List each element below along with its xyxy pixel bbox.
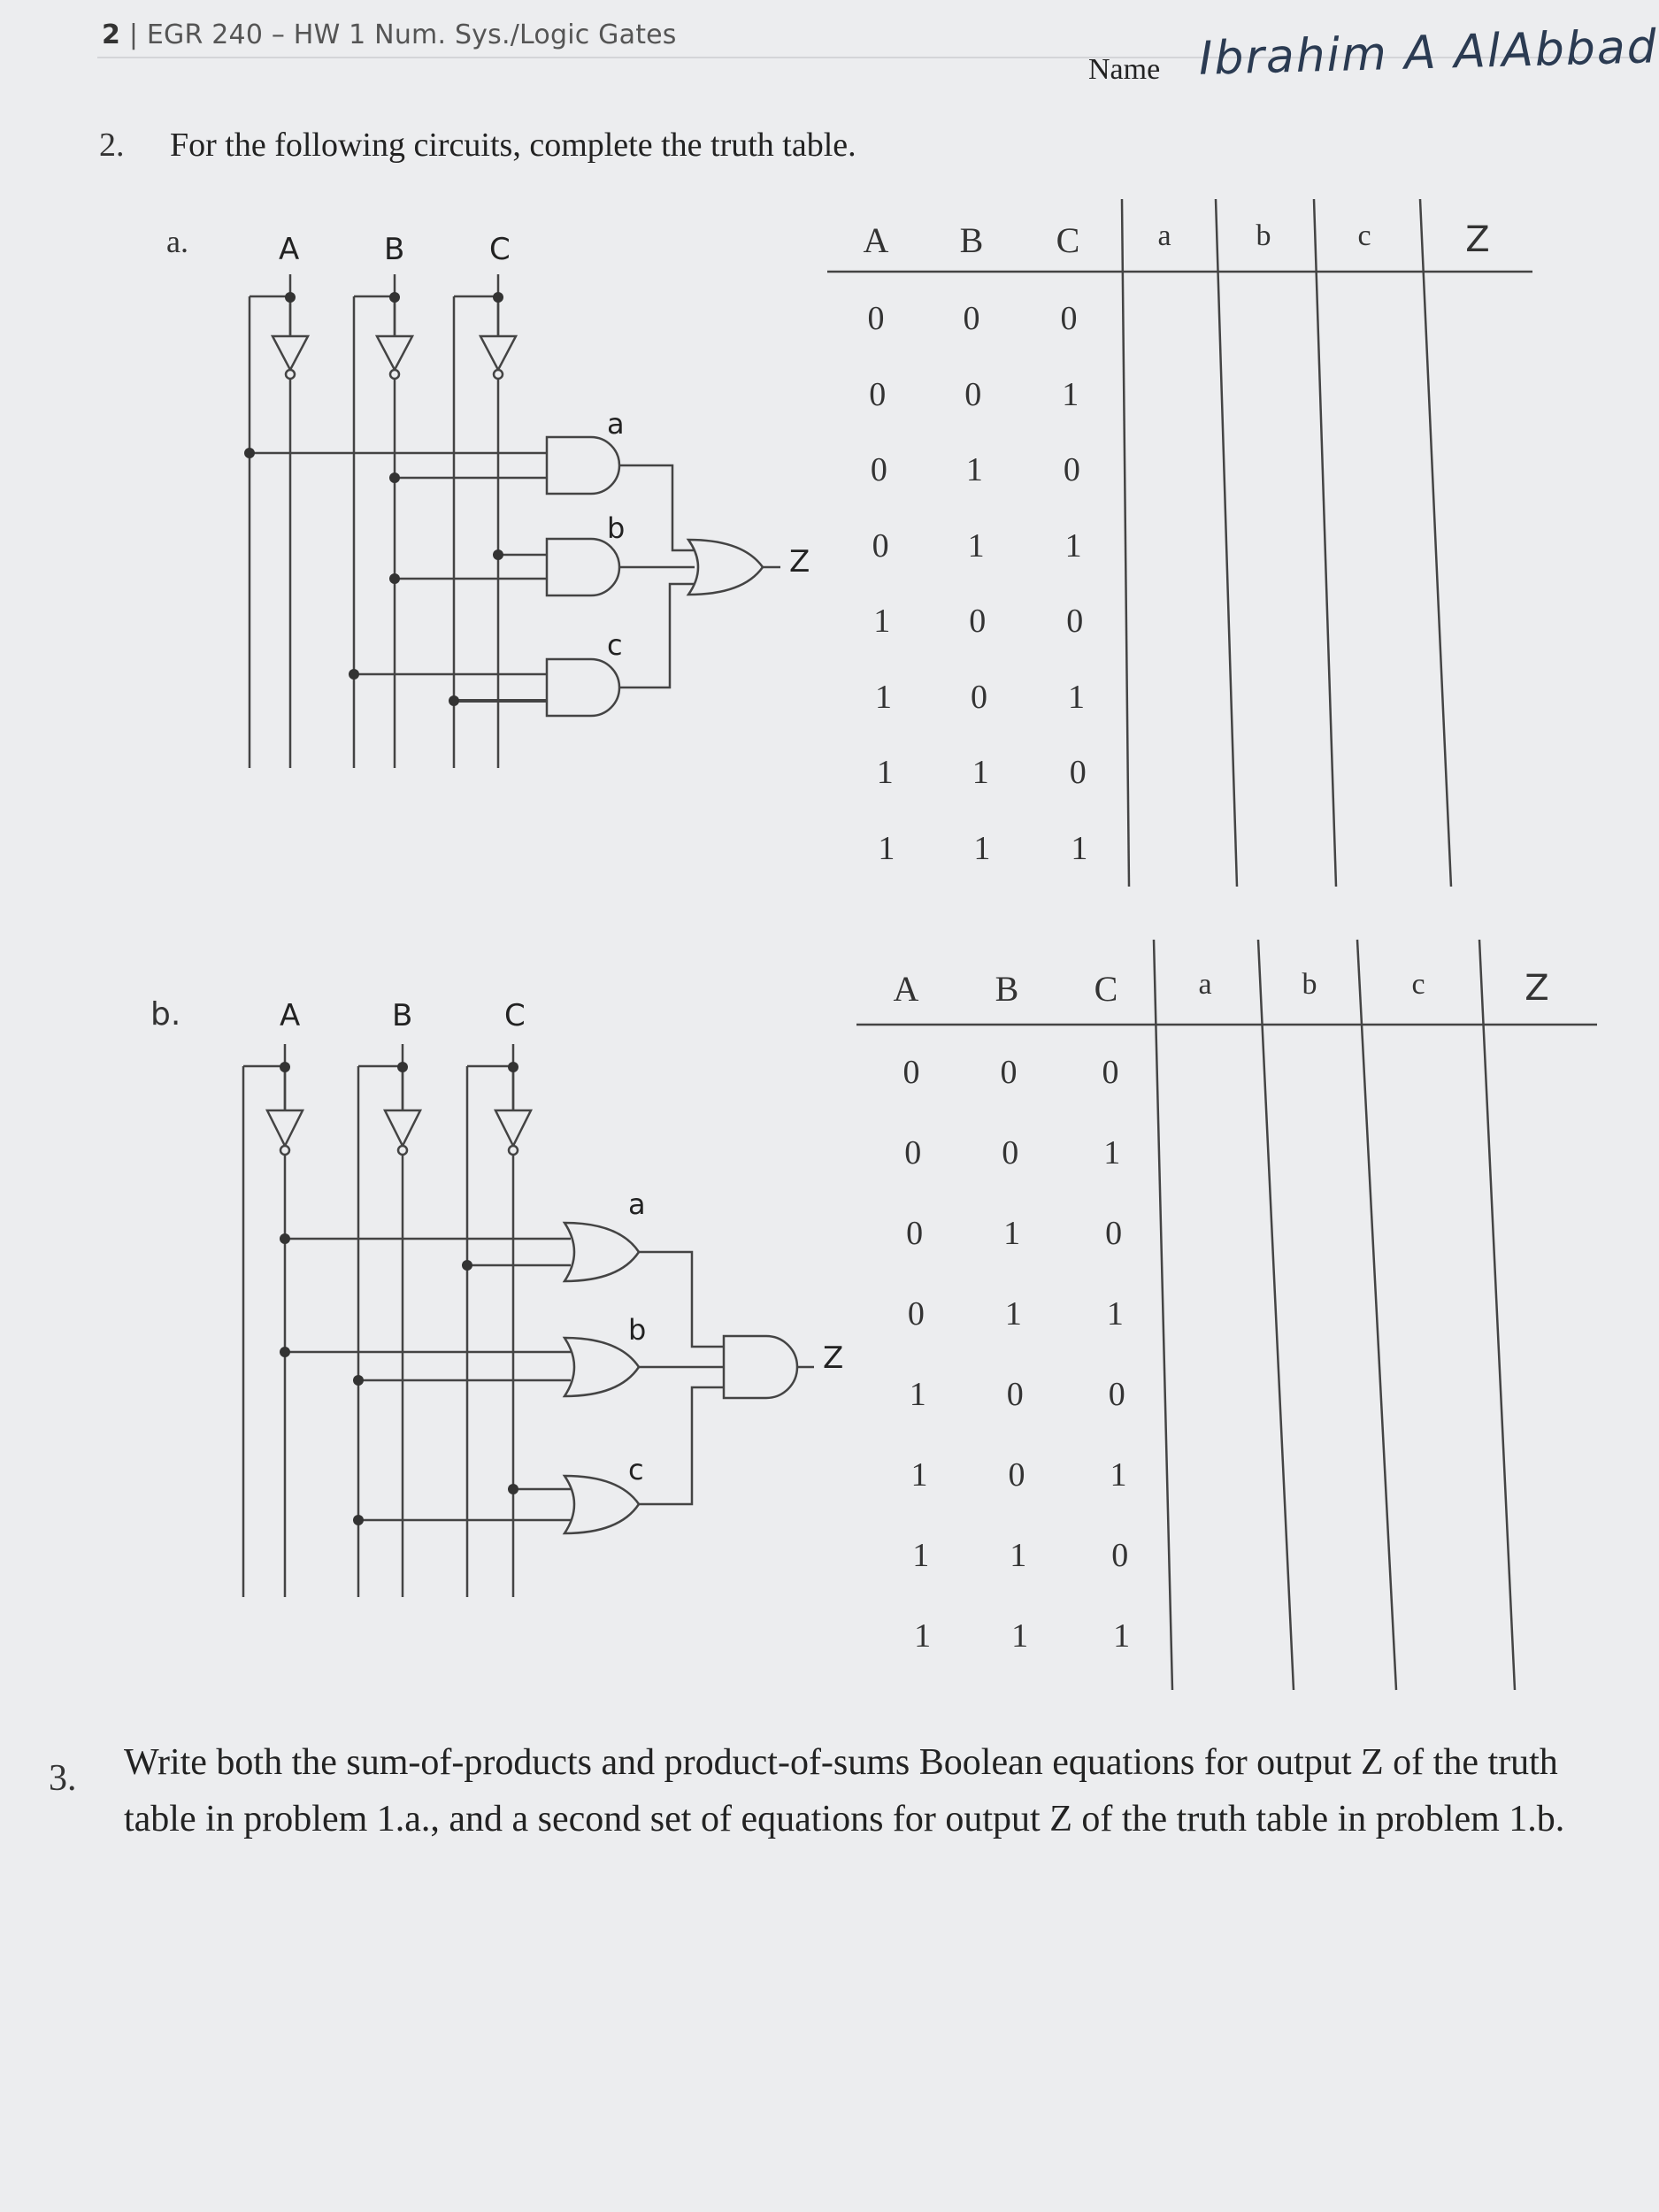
circuit-b-gate-label-b: b [628,1313,647,1347]
part_a-cell-r3-c1: 1 [967,526,985,565]
circuit-b-gate-label-a: a [628,1187,646,1221]
part_b-cell-r1-c0: 0 [904,1134,922,1171]
part_b-cell-r2-c2: 0 [1105,1215,1123,1252]
part-a-label: a. [166,224,188,259]
part_b-header-b: b [1302,968,1317,1001]
part_a-header-b: B [959,220,984,260]
part_b-cell-r0-c0: 0 [902,1054,920,1091]
part_a-cell-r7-c1: 1 [973,829,991,867]
part_b-cell-r7-c0: 1 [914,1617,932,1655]
part_b-cell-r7-c2: 1 [1113,1617,1131,1655]
part_b-cell-r3-c2: 1 [1106,1295,1124,1333]
part_b-cell-r7-c1: 1 [1011,1617,1029,1655]
part_a-cell-r3-c0: 0 [872,526,889,565]
part_b-header-a: a [1198,968,1212,1001]
part_b-cell-r2-c1: 1 [1003,1215,1021,1252]
question-3-number: 3. [49,1758,77,1799]
part_b-cell-r6-c1: 1 [1010,1537,1027,1574]
circuit-a-gate-label-b: b [607,511,626,545]
part-b-label: b. [150,996,181,1033]
part_a-cell-r6-c2: 0 [1069,754,1087,791]
part_b-cell-r5-c0: 1 [910,1456,928,1494]
part_a-cell-r2-c2: 0 [1063,451,1080,488]
part_a-cell-r2-c1: 1 [965,451,983,488]
question-3-text: Write both the sum-of-products and product-of-sums Boolean equations for output Z of the truth table in problem 1.a., and a second set of equations for output Z of the truth table in problem 1.b. [124,1742,1565,1839]
part_b-cell-r6-c0: 1 [912,1537,930,1574]
circuit-a-input-c: C [489,232,511,267]
part_b-cell-r2-c0: 0 [906,1215,924,1252]
part_a-cell-r1-c1: 0 [964,375,982,413]
page-number: 2 [102,19,121,50]
circuit-b-gate-label-c: c [628,1453,644,1486]
part_a-header-a: a [1157,219,1171,252]
part_a-cell-r7-c2: 1 [1071,829,1088,867]
part_a-cell-r5-c2: 1 [1068,678,1085,716]
part_a-cell-r5-c1: 0 [971,678,987,716]
part_a-cell-r4-c1: 0 [969,603,987,640]
circuit-a-output-z: Z [789,544,810,580]
course-title: EGR 240 – HW 1 Num. Sys./Logic Gates [146,19,677,50]
part_a-cell-r3-c2: 1 [1064,526,1082,565]
circuit-b-output-z: Z [823,1340,844,1376]
part_a-cell-r0-c2: 0 [1060,300,1078,337]
circuit-a-input-a: A [279,232,300,267]
question-2-number: 2. [99,127,125,164]
name-label: Name [1088,53,1161,86]
part_a-header-c: c [1357,219,1371,252]
part_b-cell-r6-c2: 0 [1111,1537,1129,1574]
part_b-column-divider [1357,940,1396,1690]
part_b-header-z: Z [1525,968,1549,1009]
part_b-column-divider [1154,940,1172,1690]
part_b-cell-r5-c1: 0 [1008,1456,1025,1494]
name-value[interactable]: Ibrahim A AlAbbad [1198,20,1659,86]
circuit-b-input-c: C [504,998,526,1033]
part_a-cell-r4-c0: 1 [873,603,891,640]
part_a-cell-r0-c1: 0 [963,300,980,337]
part_a-cell-r4-c2: 0 [1066,603,1084,640]
circuit-b-input-a: A [280,998,301,1033]
part_a-header-b: b [1256,219,1271,252]
part_b-cell-r0-c1: 0 [1000,1054,1018,1091]
part_b-header-c: c [1411,968,1425,1001]
part_a-cell-r5-c0: 1 [875,678,892,716]
question-2-prompt: For the following circuits, complete the truth table. [170,127,856,164]
part_b-cell-r4-c1: 0 [1006,1376,1024,1413]
part_b-cell-r3-c0: 0 [907,1295,925,1333]
part_a-cell-r1-c2: 1 [1062,375,1079,413]
circuit-b-input-b: B [392,998,413,1033]
part_b-header-c: C [1094,969,1118,1009]
part_b-column-divider [1258,940,1294,1690]
part_b-cell-r4-c0: 1 [909,1376,926,1413]
part_b-cell-r1-c1: 0 [1002,1134,1019,1171]
part_a-cell-r0-c0: 0 [867,300,885,337]
part_b-cell-r0-c2: 0 [1102,1054,1119,1091]
part_a-header-a: A [863,220,889,260]
circuit-a-gate-label-c: c [607,628,623,662]
part_b-header-a: A [893,969,919,1009]
part_b-column-divider [1479,940,1515,1690]
part_a-cell-r6-c0: 1 [876,754,894,791]
part_b-cell-r5-c2: 1 [1110,1456,1127,1494]
part_b-cell-r3-c1: 1 [1004,1295,1022,1333]
part_a-header-c: C [1056,220,1080,260]
circuit-a-gate-label-a: a [607,407,625,441]
part_a-cell-r1-c0: 0 [869,375,887,413]
part_b-cell-r4-c2: 0 [1108,1376,1125,1413]
part_b-header-b: B [995,969,1019,1009]
part_a-cell-r6-c1: 1 [972,754,989,791]
part_a-cell-r2-c0: 0 [870,451,887,488]
header-separator: | [128,19,139,50]
part_b-cell-r1-c2: 1 [1103,1134,1121,1171]
part_a-header-z: Z [1465,219,1490,260]
part_a-cell-r7-c0: 1 [878,829,895,867]
circuit-a-input-b: B [384,232,405,267]
